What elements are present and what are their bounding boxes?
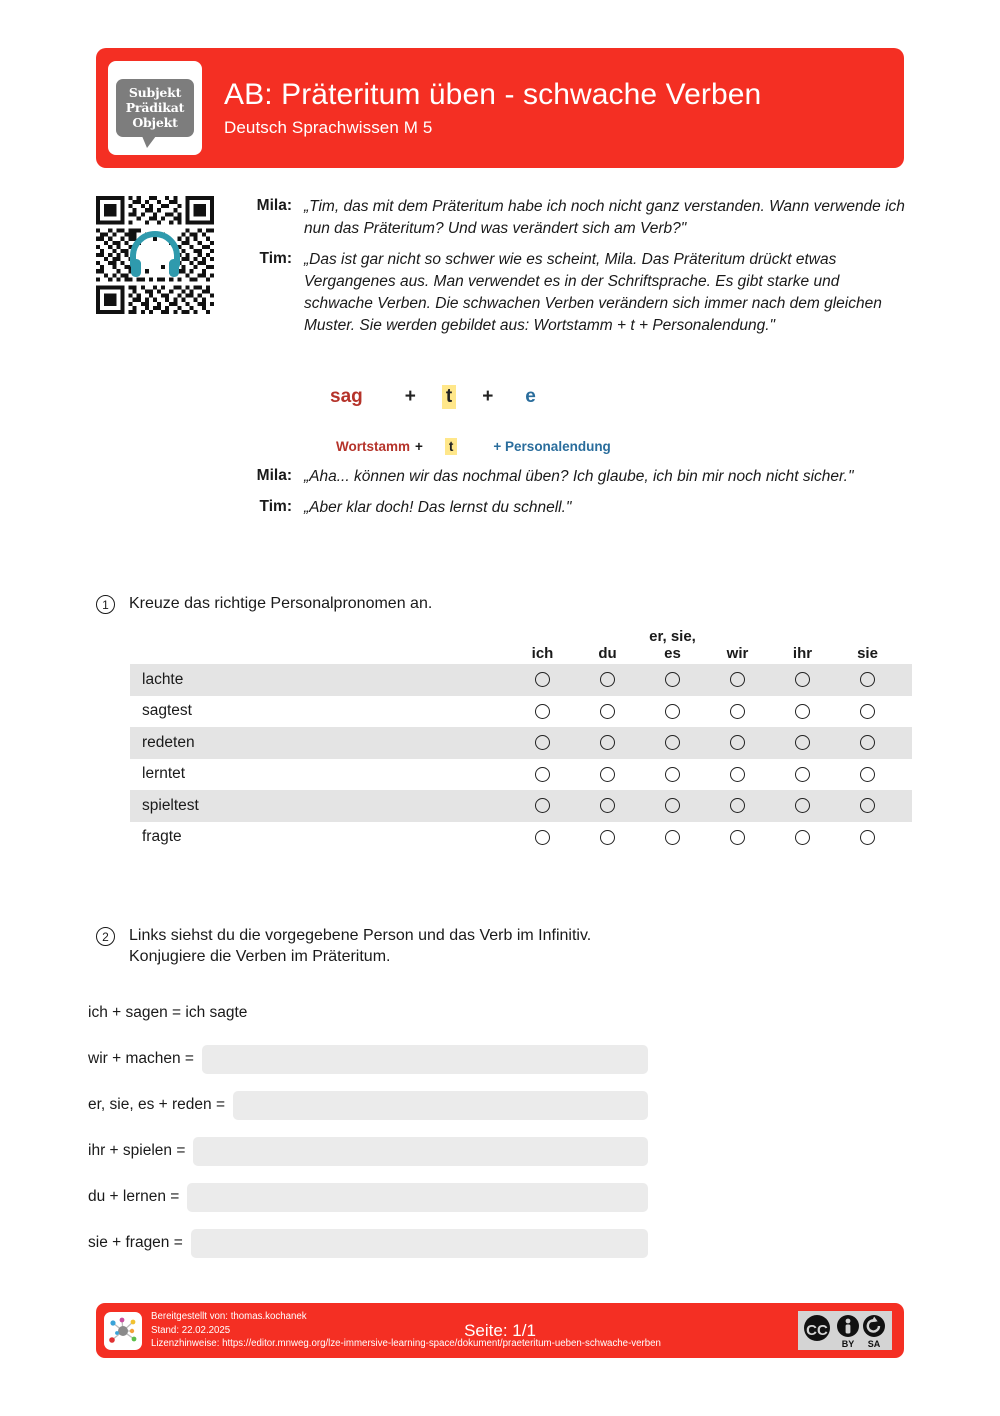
network-icon <box>108 1316 138 1346</box>
table-row <box>130 759 912 791</box>
formula-plus-2: + <box>482 386 494 407</box>
radio-option[interactable] <box>535 672 550 687</box>
formula-label-row <box>336 438 611 455</box>
radio-cell <box>640 735 705 750</box>
radio-option[interactable] <box>795 704 810 719</box>
radio-cell <box>575 830 640 845</box>
formula-plus-1: + <box>404 386 416 407</box>
footer-provided-by: Bereitgestellt von: thomas.kochanek <box>151 1311 307 1323</box>
radio-cell <box>705 735 770 750</box>
radio-option[interactable] <box>795 830 810 845</box>
table-header-spacer <box>130 618 510 664</box>
speaker-label: Tim <box>259 498 287 515</box>
radio-cell <box>510 830 575 845</box>
page-title: AB: Präteritum üben - schwache Verben <box>224 78 762 112</box>
table-row <box>130 822 912 854</box>
speaker-colon: : <box>286 467 292 484</box>
radio-option[interactable] <box>795 798 810 813</box>
verb-label: lerntet <box>142 765 186 783</box>
column-header-ich: ich <box>531 644 554 662</box>
svg-text:BY: BY <box>841 1339 855 1349</box>
column-header-sie: sie <box>857 644 878 662</box>
dialogue-text: „Das ist gar nicht so schwer wie es scheint, Mila. Das Präteritum drückt etwas Vergangenes aus. Man verwendet es in der Schriftsprache. Es gibt starke und schwache Verben. Die schwachen Verben verändern sich immer nach dem gleichen Muster. Sie werden gebildet aus: Wortstamm + t + Personalendung." <box>304 251 882 334</box>
exercise-1-instruction: Kreuze das richtige Personalpronomen an. <box>129 595 433 612</box>
dialogue-line <box>232 196 912 240</box>
conjugation-prompt: du + lernen = <box>88 1188 180 1205</box>
radio-cell <box>705 830 770 845</box>
radio-cell <box>705 672 770 687</box>
radio-cell <box>705 704 770 719</box>
radio-option[interactable] <box>600 767 615 782</box>
radio-option[interactable] <box>860 767 875 782</box>
exercise-2-instruction-line-2: Konjugiere die Verben im Präteritum. <box>129 948 391 966</box>
radio-cell <box>510 704 575 719</box>
radio-option[interactable] <box>795 735 810 750</box>
footer-meta <box>142 1310 661 1350</box>
radio-option[interactable] <box>730 672 745 687</box>
conjugation-item <box>88 1128 648 1174</box>
radio-cell <box>705 767 770 782</box>
radio-cell <box>575 735 640 750</box>
table-row <box>130 790 912 822</box>
column-header-er-sie-es: er, sie, es <box>649 627 696 662</box>
conjugation-item <box>88 1174 648 1220</box>
radio-cell <box>510 767 575 782</box>
conjugation-item <box>88 1220 648 1266</box>
exercise-1-header <box>96 593 432 614</box>
page-indicator: Seite: 1/1 <box>464 1320 536 1340</box>
radio-cell <box>770 704 835 719</box>
brand-logo <box>108 61 202 155</box>
radio-option[interactable] <box>665 672 680 687</box>
page-footer <box>96 1303 904 1358</box>
verb-label: spieltest <box>142 796 199 814</box>
radio-option[interactable] <box>730 767 745 782</box>
radio-option[interactable] <box>535 798 550 813</box>
speaker-label: Tim <box>259 250 287 267</box>
conjugation-item <box>88 1082 648 1128</box>
dialogue-text: „Aber klar doch! Das lernst du schnell." <box>304 499 572 516</box>
dialogue-line <box>232 466 912 488</box>
pronoun-table <box>130 618 912 853</box>
logo-line-1: Subjekt <box>128 84 182 100</box>
table-row <box>130 664 912 696</box>
column-header-ihr: ihr <box>792 644 813 662</box>
radio-option[interactable] <box>665 767 680 782</box>
radio-option[interactable] <box>730 798 745 813</box>
radio-option[interactable] <box>730 735 745 750</box>
logo-line-2: Prädikat <box>125 99 185 115</box>
conjugation-prompt: sie + fragen = <box>88 1234 183 1251</box>
radio-option[interactable] <box>600 830 615 845</box>
logo-line-3: Objekt <box>132 115 178 131</box>
radio-cell <box>705 798 770 813</box>
radio-option[interactable] <box>860 672 875 687</box>
qr-code[interactable] <box>96 196 214 314</box>
speaker-name <box>232 497 304 519</box>
radio-cell <box>575 672 640 687</box>
cc-license-badge[interactable] <box>798 1311 892 1350</box>
radio-cell <box>575 798 640 813</box>
radio-option[interactable] <box>860 704 875 719</box>
formula-label-stem: Wortstamm <box>336 439 411 454</box>
verb-label: lachte <box>142 670 184 688</box>
radio-cell <box>640 767 705 782</box>
verb-label: fragte <box>142 828 182 846</box>
radio-cell <box>835 704 900 719</box>
radio-option[interactable] <box>860 735 875 750</box>
speaker-name <box>232 466 304 488</box>
headphones-icon <box>128 231 182 279</box>
radio-option[interactable] <box>665 735 680 750</box>
speaker-colon: : <box>286 197 292 214</box>
radio-cell <box>770 767 835 782</box>
radio-cell <box>770 798 835 813</box>
radio-option[interactable] <box>600 735 615 750</box>
radio-cell <box>835 672 900 687</box>
radio-cell <box>575 767 640 782</box>
radio-option[interactable] <box>860 830 875 845</box>
conjugation-example <box>88 990 648 1036</box>
radio-option[interactable] <box>600 798 615 813</box>
speaker-name <box>232 249 304 337</box>
svg-text:CC: CC <box>806 1322 828 1339</box>
radio-option[interactable] <box>600 704 615 719</box>
table-header-row <box>130 618 912 664</box>
radio-cell <box>770 830 835 845</box>
radio-option[interactable] <box>600 672 615 687</box>
exercise-2-instruction <box>115 925 591 968</box>
radio-option[interactable] <box>730 830 745 845</box>
conjugation-prompt: er, sie, es + reden = <box>88 1096 226 1113</box>
radio-option[interactable] <box>535 735 550 750</box>
answer-input[interactable] <box>233 1091 648 1120</box>
answer-input[interactable] <box>191 1229 648 1258</box>
radio-option[interactable] <box>535 767 550 782</box>
cc-by-sa-icon <box>798 1311 892 1350</box>
radio-option[interactable] <box>860 798 875 813</box>
radio-option[interactable] <box>795 767 810 782</box>
speaker-name <box>232 196 304 240</box>
speaker-colon: : <box>286 498 292 515</box>
header-text-block <box>202 78 761 138</box>
formula-ending: e <box>525 386 536 407</box>
speaker-label: Mila <box>256 197 287 214</box>
answer-input[interactable] <box>193 1137 648 1166</box>
radio-cell <box>770 672 835 687</box>
radio-cell <box>640 704 705 719</box>
column-header-wir: wir <box>726 644 749 662</box>
formula-stem: sag <box>330 386 363 407</box>
column-header-du: du <box>598 644 617 662</box>
speaker-colon: : <box>286 250 292 267</box>
formula-label-ending: + Personalendung <box>493 439 611 454</box>
verb-label: sagtest <box>142 702 192 720</box>
svg-text:SA: SA <box>867 1339 881 1349</box>
exercise-2-instruction-line-1: Links siehst du die vorgegebene Person und das Verb im Infinitiv. <box>129 927 592 944</box>
footer-logo <box>104 1312 142 1350</box>
exercise-2-header <box>96 925 591 968</box>
answer-input[interactable] <box>202 1045 648 1074</box>
dialogue-text: „Tim, das mit dem Präteritum habe ich noch nicht ganz verstanden. Wann verwende ich nun das Präteritum? Und was verändert sich am Verb?" <box>304 198 905 237</box>
exercise-number-1: 1 <box>96 595 115 614</box>
conjugation-prompt: wir + machen = <box>88 1050 194 1067</box>
radio-cell <box>835 767 900 782</box>
radio-cell <box>835 830 900 845</box>
table-row <box>130 696 912 728</box>
conjugation-prompt: ihr + spielen = <box>88 1142 186 1159</box>
verb-label: redeten <box>142 733 195 751</box>
footer-license-note[interactable]: Lizenzhinweise: https://editor.mnweg.org/lze-immersive-learning-space/dokument/praeteritum-ueben-schwache-verben <box>151 1338 661 1350</box>
formula-row <box>330 385 536 409</box>
page-header <box>96 48 904 168</box>
radio-cell <box>640 830 705 845</box>
radio-cell <box>640 798 705 813</box>
radio-option[interactable] <box>795 672 810 687</box>
radio-option[interactable] <box>535 704 550 719</box>
radio-cell <box>510 798 575 813</box>
radio-cell <box>770 735 835 750</box>
radio-cell <box>510 735 575 750</box>
dialogue-line <box>232 249 912 337</box>
exercise-number-2: 2 <box>96 927 115 946</box>
dialogue-text: „Aha... können wir das nochmal üben? Ich glaube, ich bin mir noch nicht sicher." <box>304 468 854 485</box>
example-text: ich + sagen = ich sagte <box>88 1004 248 1021</box>
dialogue-line <box>232 497 912 519</box>
radio-option[interactable] <box>730 704 745 719</box>
radio-option[interactable] <box>665 704 680 719</box>
radio-option[interactable] <box>665 830 680 845</box>
footer-date: Stand: 22.02.2025 <box>151 1324 231 1336</box>
radio-cell <box>640 672 705 687</box>
conjugation-list <box>88 990 648 1266</box>
dialogue-bottom <box>232 466 912 528</box>
radio-cell <box>575 704 640 719</box>
speech-bubble-icon <box>116 79 194 138</box>
radio-option[interactable] <box>535 830 550 845</box>
conjugation-item <box>88 1036 648 1082</box>
speaker-label: Mila <box>256 467 287 484</box>
radio-cell <box>510 672 575 687</box>
radio-cell <box>835 735 900 750</box>
radio-cell <box>835 798 900 813</box>
formula-label-t: t <box>445 438 458 455</box>
table-row <box>130 727 912 759</box>
formula-t: t <box>442 385 456 409</box>
formula-label-plus: + <box>415 439 423 454</box>
dialogue-top <box>232 196 912 346</box>
radio-option[interactable] <box>665 798 680 813</box>
page-subtitle: Deutsch Sprachwissen M 5 <box>224 117 433 137</box>
answer-input[interactable] <box>187 1183 648 1212</box>
